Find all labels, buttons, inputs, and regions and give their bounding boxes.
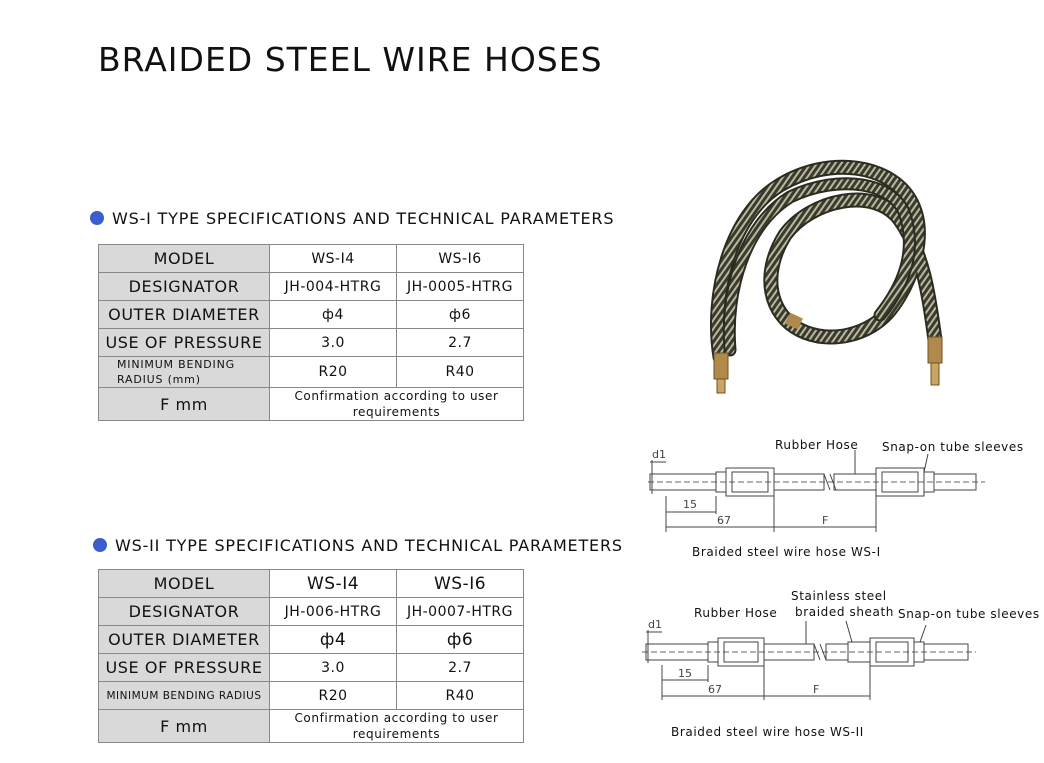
row-label-pressure: USE OF PRESSURE bbox=[99, 329, 270, 357]
cell-pressure-b: 2.7 bbox=[397, 654, 524, 682]
table-row bbox=[99, 329, 524, 357]
row-label-f: F mm bbox=[99, 388, 270, 421]
cell-bending-radius-a: R20 bbox=[270, 682, 397, 710]
ws2-heading-text: WS-II TYPE SPECIFICATIONS AND TECHNICAL PARAMETERS bbox=[115, 536, 623, 555]
row-label-bending-radius: MINIMUM BENDING RADIUS bbox=[99, 682, 270, 710]
label-sleeve: Snap-on tube sleeves bbox=[882, 440, 1024, 454]
table-row bbox=[99, 654, 524, 682]
table-row bbox=[99, 357, 524, 388]
table-row bbox=[99, 388, 524, 421]
row-label-f: F mm bbox=[99, 710, 270, 743]
ws1-heading-text: WS-I TYPE SPECIFICATIONS AND TECHNICAL PARAMETERS bbox=[112, 209, 615, 228]
dim-f: F bbox=[822, 514, 829, 527]
cell-pressure-a: 3.0 bbox=[270, 329, 397, 357]
label-rubber-hose: Rubber Hose bbox=[694, 606, 778, 620]
dim-15: 15 bbox=[678, 667, 692, 680]
cell-pressure-a: 3.0 bbox=[270, 654, 397, 682]
caption-ws1: Braided steel wire hose WS-I bbox=[692, 545, 881, 559]
caption-ws2: Braided steel wire hose WS-II bbox=[671, 725, 864, 739]
cell-model-b: WS-I6 bbox=[397, 570, 524, 598]
cell-f-note: Confirmation according to user requirements bbox=[270, 388, 524, 421]
row-label-model: MODEL bbox=[99, 570, 270, 598]
label-sheath-line2: braided sheath bbox=[795, 605, 894, 619]
cell-designator-b: JH-0005-HTRG bbox=[397, 273, 524, 301]
table-row bbox=[99, 682, 524, 710]
row-label-bending-radius: MINIMUM BENDING RADIUS (mm) bbox=[99, 357, 270, 388]
table-row bbox=[99, 598, 524, 626]
diagram-ws1 bbox=[640, 432, 1040, 567]
table-row bbox=[99, 570, 524, 598]
table-row bbox=[99, 273, 524, 301]
cell-pressure-b: 2.7 bbox=[397, 329, 524, 357]
cell-designator-a: JH-006-HTRG bbox=[270, 598, 397, 626]
dim-d1: d1 bbox=[652, 448, 666, 461]
cell-outer-diameter-a: ф4 bbox=[270, 301, 397, 329]
table-row bbox=[99, 626, 524, 654]
row-label-model: MODEL bbox=[99, 245, 270, 273]
table-row bbox=[99, 710, 524, 743]
dim-d1: d1 bbox=[648, 618, 662, 631]
table-row bbox=[99, 245, 524, 273]
cell-outer-diameter-b: ф6 bbox=[397, 626, 524, 654]
dim-f: F bbox=[813, 683, 820, 696]
cell-outer-diameter-b: ф6 bbox=[397, 301, 524, 329]
cell-bending-radius-b: R40 bbox=[397, 682, 524, 710]
dim-67: 67 bbox=[717, 514, 731, 527]
cell-model-a: WS-I4 bbox=[270, 245, 397, 273]
label-sleeve: Snap-on tube sleeves bbox=[898, 607, 1040, 621]
ws1-section-heading bbox=[90, 209, 614, 228]
row-label-designator: DESIGNATOR bbox=[99, 273, 270, 301]
cell-bending-radius-a: R20 bbox=[270, 357, 397, 388]
dim-67: 67 bbox=[708, 683, 722, 696]
table-row bbox=[99, 301, 524, 329]
cell-model-b: WS-I6 bbox=[397, 245, 524, 273]
row-label-designator: DESIGNATOR bbox=[99, 598, 270, 626]
hose-product-image bbox=[690, 125, 980, 405]
cell-f-note: Confirmation according to user requirements bbox=[270, 710, 524, 743]
cell-designator-a: JH-004-HTRG bbox=[270, 273, 397, 301]
label-rubber-hose: Rubber Hose bbox=[775, 438, 859, 452]
bullet-icon bbox=[90, 211, 104, 225]
dim-15: 15 bbox=[683, 498, 697, 511]
cell-designator-b: JH-0007-HTRG bbox=[397, 598, 524, 626]
diagram-ws2 bbox=[636, 585, 1040, 745]
bullet-icon bbox=[93, 538, 107, 552]
ws2-spec-table bbox=[98, 569, 524, 743]
row-label-pressure: USE OF PRESSURE bbox=[99, 654, 270, 682]
fitting-right bbox=[928, 337, 942, 363]
cell-model-a: WS-I4 bbox=[270, 570, 397, 598]
cell-bending-radius-b: R40 bbox=[397, 357, 524, 388]
cell-outer-diameter-a: ф4 bbox=[270, 626, 397, 654]
row-label-outer-diameter: OUTER DIAMETER bbox=[99, 626, 270, 654]
fitting-left bbox=[714, 353, 728, 379]
row-label-outer-diameter: OUTER DIAMETER bbox=[99, 301, 270, 329]
ws2-section-heading bbox=[93, 536, 623, 555]
ws1-spec-table bbox=[98, 244, 524, 421]
page-title: BRAIDED STEEL WIRE HOSES bbox=[98, 40, 603, 79]
label-sheath-line1: Stainless steel bbox=[791, 589, 887, 603]
